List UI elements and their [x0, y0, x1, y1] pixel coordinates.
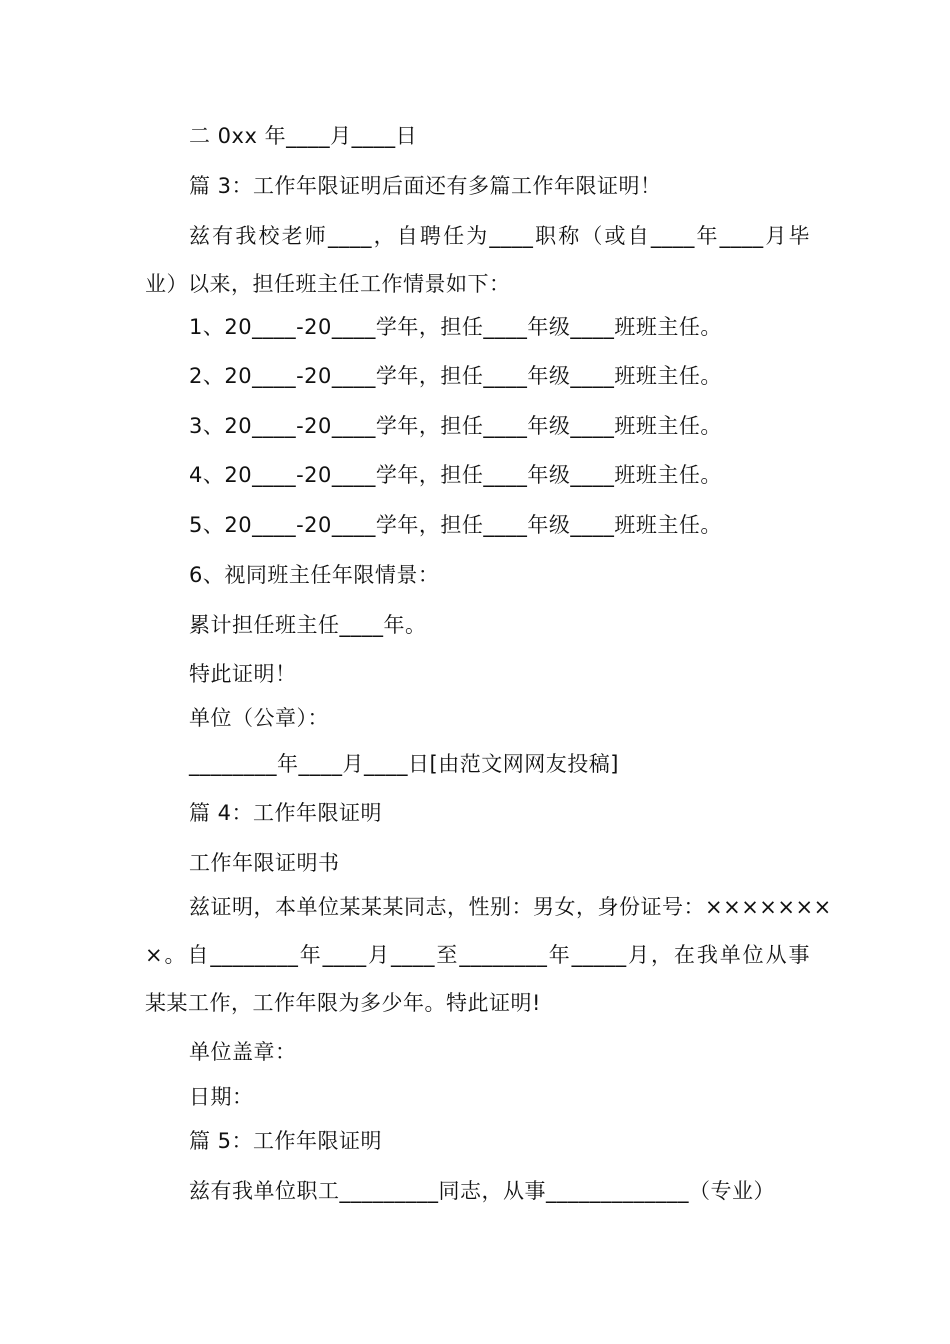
date-line: 二 0xx 年____月____日 [189, 124, 418, 148]
homeroom-record-1: 1、20____-20____学年，担任____年级____班班主任。 [189, 315, 722, 339]
homeroom-record-3: 3、20____-20____学年，担任____年级____班班主任。 [189, 414, 722, 438]
certificate-body-1: 兹证明，本单位某某某同志，性别：男女，身份证号：××××××× [189, 895, 832, 919]
homeroom-record-4: 4、20____-20____学年，担任____年级____班班主任。 [189, 463, 722, 487]
signature-date-line: ________年____月____日[由范文网网友投稿] [189, 752, 619, 776]
homeroom-record-5: 5、20____-20____学年，担任____年级____班班主任。 [189, 513, 722, 537]
section-3-heading: 篇 3：工作年限证明后面还有多篇工作年限证明！ [189, 174, 662, 198]
date-label: 日期： [189, 1085, 254, 1109]
unit-seal-label: 单位（公章）： [189, 706, 329, 730]
teacher-certificate-intro-cont: 业）以来，担任班主任工作情景如下： [145, 272, 511, 296]
certify-statement: 特此证明！ [189, 662, 297, 686]
certificate-body-3: 某某工作，工作年限为多少年。特此证明! [145, 991, 541, 1015]
unit-stamp-label: 单位盖章： [189, 1040, 297, 1064]
section-5-heading: 篇 5：工作年限证明 [189, 1129, 383, 1153]
certificate-body-2: ×。自________年____月____至________年_____月，在我单位从事 [145, 943, 810, 967]
section-4-heading: 篇 4：工作年限证明 [189, 801, 383, 825]
employee-statement: 兹有我单位职工_________同志，从事_____________（专业） [189, 1179, 775, 1203]
homeroom-record-6: 6、视同班主任年限情景： [189, 563, 440, 587]
teacher-certificate-intro: 兹有我校老师____，自聘任为____职称（或自____年____月毕 [189, 224, 810, 248]
cumulative-years: 累计担任班主任____年。 [189, 613, 427, 637]
homeroom-record-2: 2、20____-20____学年，担任____年级____班班主任。 [189, 364, 722, 388]
certificate-title: 工作年限证明书 [189, 851, 340, 875]
